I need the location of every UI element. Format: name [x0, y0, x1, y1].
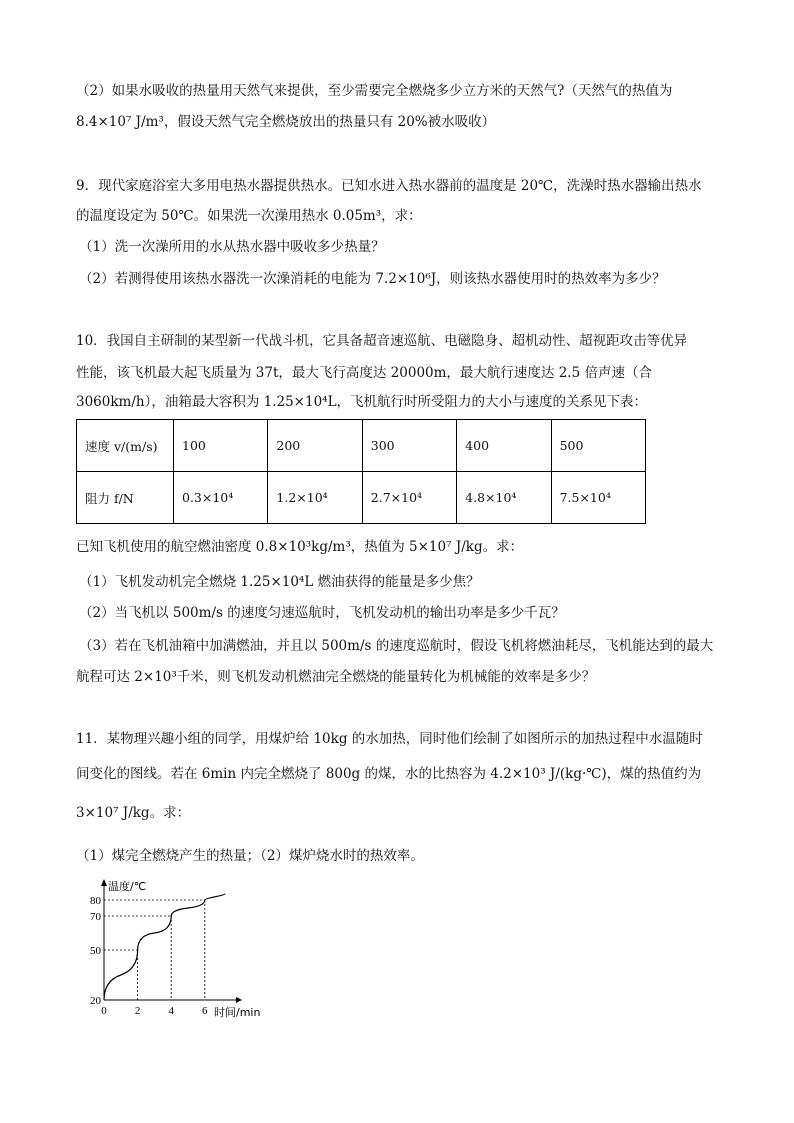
x-axis-arrow-icon	[236, 997, 242, 1003]
y-tick-label: 20	[90, 995, 101, 1007]
q9-part2: （2）若测得使用该热水器洗一次澡消耗的电能为 7.2×10⁶J，则该热水器使用时的热效率为多少？	[79, 271, 666, 287]
q9-line1: 9．现代家庭浴室大多用电热水器提供热水。已知水进入热水器前的温度是 20℃，洗澡时热水器输出热水	[76, 178, 702, 194]
speed-cell: 500	[551, 420, 645, 472]
x-tick-label: 4	[168, 1005, 174, 1017]
speed-cell: 300	[362, 420, 456, 472]
q8-part2-line1: （2）如果水吸收的热量用天然气来提供，至少需要完全燃烧多少立方米的天然气?（天然气的热值为	[76, 83, 673, 99]
speed-header: 速度 v/(m/s)	[77, 420, 174, 472]
y-tick-label: 50	[90, 945, 101, 957]
y-tick-label: 80	[90, 895, 101, 907]
table-row-speed	[77, 420, 646, 472]
q8-part2-line2: 8.4×10⁷ J/m³，假设天然气完全燃烧放出的热量只有 20%被水吸收）	[76, 114, 496, 130]
speed-cell: 200	[268, 420, 362, 472]
temperature-curve	[104, 894, 225, 1000]
q10-known: 已知飞机使用的航空燃油密度 0.8×10³kg/m³，热值为 5×10⁷ J/kg。求：	[76, 539, 524, 555]
q10-part3-line2: 航程可达 2×10³千米，则飞机发动机燃油完全燃烧的能量转化为机械能的效率是多少？	[76, 669, 596, 685]
x-tick-label: 6	[202, 1005, 208, 1017]
table-row-drag	[77, 472, 646, 524]
drag-cell: 2.7×10⁴	[362, 472, 456, 524]
x-tick-label: 2	[134, 1005, 141, 1017]
drag-speed-table	[76, 419, 646, 524]
q9-line2: 的温度设定为 50℃。如果洗一次澡用热水 0.05m³，求：	[76, 208, 422, 224]
q10-line1: 10．我国自主研制的某型新一代战斗机，它具备超音速巡航、电磁隐身、超机动性、超视距攻击等优异	[76, 333, 688, 349]
x-tick-label: 0	[101, 1005, 107, 1017]
y-tick-label: 70	[90, 911, 101, 923]
q11-line1: 11．某物理兴趣小组的同学，用煤炉给 10kg 的水加热，同时他们绘制了如图所示的加热过程中水温随时	[76, 731, 703, 747]
q10-line2: 性能，该飞机最大起飞质量为 37t，最大飞行高度达 20000m，最大航行速度达 2.5 倍声速（合	[76, 365, 652, 381]
q11-line3: 3×10⁷ J/kg。求：	[76, 805, 191, 821]
q10-part3-line1: （3）若在飞机油箱中加满燃油，并且以 500m/s 的速度巡航时，假设飞机将燃油耗尽，飞机能达到的最大	[79, 638, 714, 654]
q11-line2: 间变化的图线。若在 6min 内完全燃烧了 800g 的煤，水的比热容为 4.2×10³ J/(kg·℃)，煤的热值约为	[76, 766, 702, 782]
q11-parts: （1）煤完全燃烧产生的热量；（2）煤炉烧水时的热效率。	[76, 848, 424, 864]
q10-part1: （1）飞机发动机完全燃烧 1.25×10⁴L 燃油获得的能量是多少焦？	[79, 574, 480, 590]
speed-cell: 100	[174, 420, 268, 472]
x-axis-label: 时间/min	[214, 1006, 261, 1019]
y-axis-arrow-icon	[101, 879, 107, 886]
temperature-time-graph	[86, 876, 286, 1026]
q9-part1: （1）洗一次澡所用的水从热水器中吸收多少热量？	[79, 239, 385, 255]
drag-cell: 7.5×10⁴	[551, 472, 645, 524]
drag-cell: 4.8×10⁴	[457, 472, 551, 524]
drag-cell: 0.3×10⁴	[174, 472, 268, 524]
speed-cell: 400	[457, 420, 551, 472]
drag-cell: 1.2×10⁴	[268, 472, 362, 524]
drag-header: 阻力 f/N	[77, 472, 174, 524]
y-axis-label: 温度/℃	[108, 880, 147, 893]
q10-part2: （2）当飞机以 500m/s 的速度匀速巡航时，飞机发动机的输出功率是多少千瓦？	[79, 605, 565, 621]
q10-line3: 3060km/h），油箱最大容积为 1.25×10⁴L，飞机航行时所受阻力的大小与速度的关系见下表：	[76, 394, 648, 410]
